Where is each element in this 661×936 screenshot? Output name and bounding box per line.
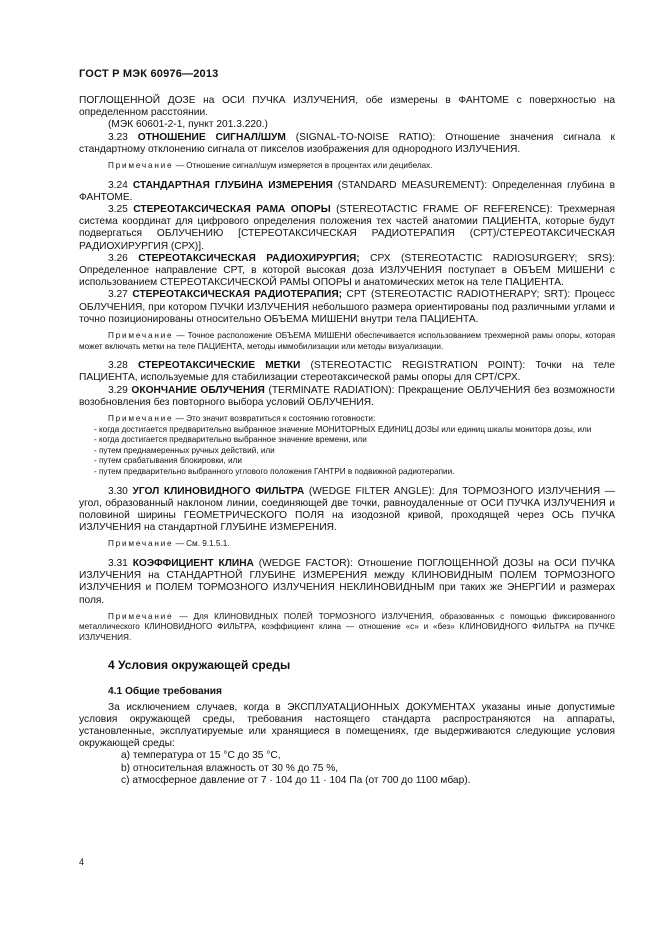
definition-text: СРТ (STEREOTACTIC RADIOTHERAPY; SRT): Процесс ОБЛУЧЕНИЯ, при котором ПУЧКИ ИЗЛУЧЕНИЯ небольшого размера ориентированы под различными углами и точно позиционированы относительно ОБЪЕМА МИШЕНИ внутри тела ПАЦИЕНТА. [79, 289, 615, 325]
definition-number: 3.25 [108, 204, 128, 216]
note-3-27 [79, 331, 615, 352]
condition-item: b) относительная влажность от 30 % до 75 %, [121, 762, 339, 774]
definition-term: ОТНОШЕНИЕ СИГНАЛ/ШУМ [137, 131, 286, 143]
definition-term: СТЕРЕОТАКСИЧЕСКАЯ РАДИОХИРУРГИЯ; [138, 252, 360, 264]
definition-3-24 [79, 180, 615, 204]
definition-number: 3.28 [108, 360, 128, 372]
note-label: Примечание [108, 161, 174, 171]
paragraph-4-1: За исключением случаев, когда в ЭКСПЛУАТАЦИОННЫХ ДОКУМЕНТАХ указаны иные допустимые условия окружающей среды, требования настоящего стандарта распространяются на аппараты, установленные, эксплуатируемые или хранящиеся в помещениях, где выдерживаются следующие условия окружающей среды: [79, 701, 615, 750]
definition-number: 3.24 [108, 179, 128, 191]
note-3-29 [79, 414, 615, 425]
condition-item: c) атмосферное давление от 7 · 104 до 11 · 104 Па (от 700 до 1100 мбар). [121, 774, 471, 786]
definition-3-23 [79, 132, 615, 156]
definition-3-26 [79, 253, 615, 290]
note-list-item: - путем срабатывания блокировки, или [94, 456, 242, 466]
subsection-heading: 4.1 Общие требования [108, 685, 222, 697]
definition-number: 3.31 [108, 558, 128, 570]
definition-text: (STANDARD MEASUREMENT): Определенная глубина в ФАНТОМЕ. [79, 179, 615, 203]
note-label: Примечание [108, 414, 174, 424]
definition-number: 3.27 [108, 289, 128, 301]
definition-text: (STEREOTACTIC REGISTRATION POINT): Точки на теле ПАЦИЕНТА, используемые для стабилизации стереотаксической рамы опоры для СРТ/СРХ. [79, 360, 615, 384]
page-number: 4 [79, 857, 85, 867]
note-3-23 [79, 161, 615, 172]
note-text: — Это значит возвратиться к состоянию готовности: [173, 414, 376, 424]
definition-term: УГОЛ КЛИНОВИДНОГО ФИЛЬТРА [132, 485, 305, 497]
definition-term: ОКОНЧАНИЕ ОБЛУЧЕНИЯ [131, 384, 265, 396]
definition-3-29 [79, 385, 615, 409]
definition-text: (TERMINATE RADIATION): Прекращение ОБЛУЧЕНИЯ без возможности возобновления без повторного выбора условий ОБЛУЧЕНИЯ. [79, 384, 615, 408]
note-text: — Точное расположение ОБЪЕМА МИШЕНИ обеспечивается использованием трехмерной рамы опоры, которая может включать метки на теле ПАЦИЕНТА, методы иммобилизации или методы визуализации. [79, 331, 615, 351]
definition-number: 3.23 [108, 131, 128, 143]
condition-item: а) температура от 15 °С до 35 °С, [121, 750, 281, 762]
definition-term: СТАНДАРТНАЯ ГЛУБИНА ИЗМЕРЕНИЯ [132, 179, 333, 191]
definition-term: СТЕРЕОТАКСИЧЕСКАЯ РАМА ОПОРЫ [133, 204, 331, 216]
note-label: Примечание [108, 331, 174, 341]
definition-term: КОЭФФИЦИЕНТ КЛИНА [132, 558, 254, 570]
definition-term: СТЕРЕОТАКСИЧЕСКАЯ РАДИОТЕРАПИЯ; [132, 289, 343, 301]
definition-text: (WEDGE FACTOR): Отношение ПОГЛОЩЕННОЙ ДОЗЫ на ОСИ ПУЧКА ИЗЛУЧЕНИЯ на СТАНДАРТНОЙ ГЛУБИНЕ ИЗМЕРЕНИЯ между КЛИНОВИДНЫМ ПОЛЕМ ТОРМОЗНОГО ИЗЛУЧЕНИЯ и ПОЛЕМ ТОРМОЗНОГО ИЗЛУЧЕНИЯ НЕКЛИНОВИДНЫМ при таких же ЭНЕРГИИ и размерах поля. [79, 558, 615, 606]
definition-number: 3.29 [108, 384, 128, 396]
note-label: Примечание [108, 539, 174, 549]
note-list-item: - путем предварительно выбранного углового положения ГАНТРИ в подвижной радиотерапии. [94, 467, 455, 477]
note-3-31 [79, 612, 615, 644]
note-list-item: - когда достигается предварительно выбранное значение МОНИТОРНЫХ ЕДИНИЦ ДОЗЫ или единиц шкалы монитора дозы, или [94, 424, 592, 434]
note-list-item: - когда достигается предварительно выбранное значение времени, или [94, 435, 367, 445]
note-text: — См. 9.1.5.1. [173, 539, 230, 549]
note-text: — Отношение сигнал/шум измеряется в процентах или децибелах. [173, 161, 433, 171]
definition-3-27 [79, 289, 615, 326]
definition-3-30 [79, 486, 615, 535]
page-body [79, 95, 615, 787]
note-3-30 [79, 539, 615, 550]
definition-term: СТЕРЕОТАКСИЧЕСКИЕ МЕТКИ [138, 360, 301, 372]
paragraph-continuation: ПОГЛОЩЕННОЙ ДОЗЕ на ОСИ ПУЧКА ИЗЛУЧЕНИЯ, обе измерены в ФАНТОМЕ с поверхностью на определенном расстоянии. [79, 95, 615, 119]
definition-number: 3.30 [108, 485, 128, 497]
reference-citation: (МЭК 60601-2-1, пункт 201.3.220.) [108, 119, 268, 131]
definition-text: СРХ (STEREOTACTIC RADIOSURGERY; SRS): Определенное направление СРТ, в которой высокая доза ИЗЛУЧЕНИЯ поступает в ОБЪЕМ МИШЕНИ с использованием СТЕРЕОТАКСИЧЕСКОЙ РАМЫ ОПОРЫ и анатомических меток на теле ПАЦИЕНТА. [79, 252, 615, 289]
definition-3-31 [79, 558, 615, 607]
definition-number: 3.26 [108, 252, 128, 264]
definition-3-25 [79, 204, 615, 253]
definition-3-28 [79, 360, 615, 384]
definition-text: (WEDGE FILTER ANGLE): Для ТОРМОЗНОГО ИЗЛУЧЕНИЯ — угол, образованный наклоном линии, соединяющей две точки, равноудаленные от ОСИ ПУЧКА ИЗЛУЧЕНИЯ и половиной ширины ГЕОМЕТРИЧЕСКОГО ПОЛЯ на изодозной кривой, проходящей через ОСЬ ПУЧКА ИЗЛУЧЕНИЯ на стандартной ГЛУБИНЕ ИЗМЕРЕНИЯ. [79, 485, 615, 534]
note-label: Примечание [108, 611, 174, 621]
section-heading: 4 Условия окружающей среды [108, 657, 291, 672]
note-text: — Для КЛИНОВИДНЫХ ПОЛЕЙ ТОРМОЗНОГО ИЗЛУЧЕНИЯ, образованных с помощью фиксированного металлического КЛИНОВИДНОГО ФИЛЬТРА, коэффициент клина — отношение «с» и «без» КЛИНОВИДНОГО ФИЛЬТРА на ПУЧКЕ ИЗЛУЧЕНИЯ. [79, 611, 615, 643]
note-list-item: - путем преднамеренных ручных действий, или [94, 445, 275, 455]
definition-text: (SIGNAL-TO-NOISE RATIO): Отношение значения сигнала к стандартному отклонению сигнала от пикселов изображения для однородного ИЗЛУЧЕНИЯ. [79, 131, 615, 155]
definition-text: (STEREOTACTIC FRAME OF REFERENCE): Трехмерная система координат для цифрового определения положения тех частей анатомии ПАЦИЕНТА, которые будут подвергаться ОБЛУЧЕНИЮ [СТЕРЕОТАКСИЧЕСКАЯ РАДИОТЕРАПИЯ (СРТ)/СТЕРЕОТАКСИЧЕСКАЯ РАДИОХИРУРГИЯ (СРХ)]. [79, 204, 615, 252]
page-header: ГОСТ Р МЭК 60976—2013 [79, 68, 219, 80]
